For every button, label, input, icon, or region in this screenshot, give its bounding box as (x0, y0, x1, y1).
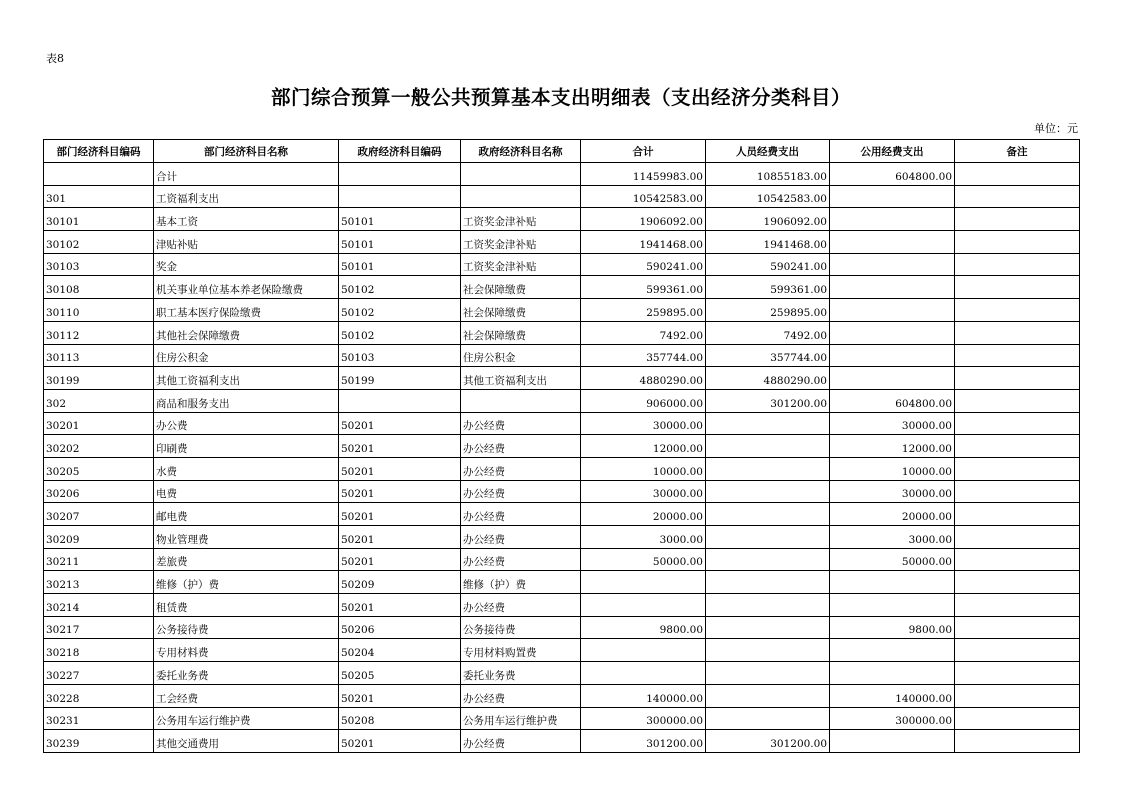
cell-dept-code: 301 (44, 185, 154, 208)
header-row (44, 140, 1080, 163)
cell-note (955, 548, 1080, 571)
cell-dept-code: 30207 (44, 503, 154, 526)
cell-gov-code: 50206 (339, 616, 461, 639)
cell-dept-name: 其他交通费用 (154, 730, 339, 753)
cell-dept-name: 印刷费 (154, 435, 339, 458)
cell-note (955, 707, 1080, 730)
cell-personnel: 301200.00 (706, 730, 830, 753)
cell-dept-code: 30113 (44, 344, 154, 367)
cell-dept-name: 差旅费 (154, 548, 339, 571)
cell-personnel (706, 594, 830, 617)
cell-gov-code: 50209 (339, 571, 461, 594)
cell-dept-name: 公务接待费 (154, 616, 339, 639)
cell-gov-name: 工资奖金津补贴 (461, 231, 581, 254)
cell-dept-name: 委托业务费 (154, 662, 339, 685)
cell-total: 3000.00 (581, 526, 706, 549)
cell-dept-code: 30217 (44, 616, 154, 639)
cell-dept-code: 30199 (44, 367, 154, 390)
cell-note (955, 662, 1080, 685)
cell-public: 300000.00 (830, 707, 955, 730)
cell-gov-code: 50201 (339, 526, 461, 549)
cell-gov-code: 50204 (339, 639, 461, 662)
cell-total: 599361.00 (581, 276, 706, 299)
cell-gov-code: 50201 (339, 684, 461, 707)
header-gov-code: 政府经济科目编码 (339, 140, 461, 163)
table-row (44, 548, 1080, 571)
cell-gov-name: 其他工资福利支出 (461, 367, 581, 390)
cell-total: 590241.00 (581, 253, 706, 276)
cell-gov-name: 社会保障缴费 (461, 276, 581, 299)
cell-gov-code: 50101 (339, 208, 461, 231)
table-row (44, 594, 1080, 617)
cell-gov-name: 工资奖金津补贴 (461, 208, 581, 231)
cell-public: 30000.00 (830, 480, 955, 503)
unit-label: 单位：元 (1034, 122, 1078, 135)
table-row (44, 457, 1080, 480)
cell-dept-name: 基本工资 (154, 208, 339, 231)
cell-public: 12000.00 (830, 435, 955, 458)
cell-gov-name (461, 185, 581, 208)
table-row (44, 503, 1080, 526)
cell-total: 20000.00 (581, 503, 706, 526)
cell-gov-code: 50208 (339, 707, 461, 730)
cell-dept-code: 30102 (44, 231, 154, 254)
cell-total: 357744.00 (581, 344, 706, 367)
table-row (44, 571, 1080, 594)
cell-gov-code: 50201 (339, 412, 461, 435)
cell-dept-code: 30101 (44, 208, 154, 231)
cell-personnel: 1941468.00 (706, 231, 830, 254)
table-row (44, 321, 1080, 344)
cell-gov-code: 50103 (339, 344, 461, 367)
cell-public: 140000.00 (830, 684, 955, 707)
cell-personnel (706, 412, 830, 435)
cell-dept-name: 住房公积金 (154, 344, 339, 367)
table-row (44, 730, 1080, 753)
cell-public: 50000.00 (830, 548, 955, 571)
cell-dept-code: 30209 (44, 526, 154, 549)
cell-dept-code: 30239 (44, 730, 154, 753)
cell-public: 30000.00 (830, 412, 955, 435)
cell-note (955, 185, 1080, 208)
cell-note (955, 412, 1080, 435)
cell-dept-code: 30108 (44, 276, 154, 299)
cell-total: 10000.00 (581, 457, 706, 480)
cell-gov-name: 公务用车运行维护费 (461, 707, 581, 730)
cell-gov-code: 50101 (339, 253, 461, 276)
cell-gov-name: 办公经费 (461, 684, 581, 707)
cell-dept-code: 30110 (44, 299, 154, 322)
cell-gov-code (339, 163, 461, 186)
cell-gov-code (339, 185, 461, 208)
cell-note (955, 526, 1080, 549)
cell-public (830, 730, 955, 753)
table-body (44, 163, 1080, 753)
cell-note (955, 480, 1080, 503)
cell-public (830, 253, 955, 276)
cell-dept-name: 电费 (154, 480, 339, 503)
cell-dept-name: 其他社会保障缴费 (154, 321, 339, 344)
cell-personnel (706, 526, 830, 549)
cell-note (955, 639, 1080, 662)
cell-total: 30000.00 (581, 412, 706, 435)
cell-dept-code: 30231 (44, 707, 154, 730)
cell-dept-code: 30205 (44, 457, 154, 480)
cell-public (830, 639, 955, 662)
cell-public: 604800.00 (830, 163, 955, 186)
cell-dept-code: 30201 (44, 412, 154, 435)
cell-dept-name: 邮电费 (154, 503, 339, 526)
table-row (44, 299, 1080, 322)
cell-personnel (706, 503, 830, 526)
cell-total: 7492.00 (581, 321, 706, 344)
cell-total: 1941468.00 (581, 231, 706, 254)
cell-public: 604800.00 (830, 389, 955, 412)
cell-public (830, 276, 955, 299)
cell-gov-name: 办公经费 (461, 435, 581, 458)
cell-gov-code: 50102 (339, 276, 461, 299)
cell-note (955, 730, 1080, 753)
cell-note (955, 253, 1080, 276)
cell-total: 4880290.00 (581, 367, 706, 390)
cell-gov-code: 50201 (339, 548, 461, 571)
cell-dept-name: 机关事业单位基本养老保险缴费 (154, 276, 339, 299)
cell-public (830, 344, 955, 367)
cell-gov-name: 办公经费 (461, 503, 581, 526)
cell-gov-name: 办公经费 (461, 548, 581, 571)
cell-personnel: 301200.00 (706, 389, 830, 412)
cell-dept-name: 物业管理费 (154, 526, 339, 549)
cell-dept-name: 办公费 (154, 412, 339, 435)
cell-dept-name: 津贴补贴 (154, 231, 339, 254)
cell-total (581, 639, 706, 662)
cell-note (955, 344, 1080, 367)
cell-gov-name: 办公经费 (461, 412, 581, 435)
table-row (44, 367, 1080, 390)
header-dept-code: 部门经济科目编码 (44, 140, 154, 163)
table-row (44, 163, 1080, 186)
cell-note (955, 163, 1080, 186)
cell-gov-code: 50201 (339, 594, 461, 617)
table-row (44, 185, 1080, 208)
cell-gov-name: 办公经费 (461, 594, 581, 617)
cell-dept-name: 公务用车运行维护费 (154, 707, 339, 730)
cell-gov-name: 委托业务费 (461, 662, 581, 685)
cell-dept-name: 专用材料费 (154, 639, 339, 662)
expenditure-detail-table (43, 139, 1080, 753)
cell-total: 301200.00 (581, 730, 706, 753)
cell-public (830, 594, 955, 617)
cell-total: 906000.00 (581, 389, 706, 412)
cell-dept-code: 30227 (44, 662, 154, 685)
cell-dept-name: 水费 (154, 457, 339, 480)
cell-personnel (706, 480, 830, 503)
cell-gov-name: 维修（护）费 (461, 571, 581, 594)
cell-gov-name: 社会保障缴费 (461, 299, 581, 322)
cell-public: 10000.00 (830, 457, 955, 480)
cell-dept-name: 租赁费 (154, 594, 339, 617)
cell-dept-code: 30228 (44, 684, 154, 707)
cell-dept-name: 商品和服务支出 (154, 389, 339, 412)
cell-gov-code: 50102 (339, 299, 461, 322)
cell-note (955, 571, 1080, 594)
cell-personnel: 599361.00 (706, 276, 830, 299)
header-gov-name: 政府经济科目名称 (461, 140, 581, 163)
cell-personnel: 357744.00 (706, 344, 830, 367)
cell-dept-name: 维修（护）费 (154, 571, 339, 594)
cell-gov-name (461, 163, 581, 186)
cell-total: 140000.00 (581, 684, 706, 707)
cell-gov-name (461, 389, 581, 412)
cell-note (955, 435, 1080, 458)
table-row (44, 389, 1080, 412)
cell-total: 11459983.00 (581, 163, 706, 186)
cell-dept-code: 30206 (44, 480, 154, 503)
header-total: 合计 (581, 140, 706, 163)
cell-personnel: 10855183.00 (706, 163, 830, 186)
cell-total: 30000.00 (581, 480, 706, 503)
cell-personnel: 259895.00 (706, 299, 830, 322)
table-row (44, 662, 1080, 685)
cell-personnel: 4880290.00 (706, 367, 830, 390)
table-row (44, 684, 1080, 707)
cell-gov-code: 50101 (339, 231, 461, 254)
cell-dept-code: 30213 (44, 571, 154, 594)
cell-total (581, 571, 706, 594)
page-title: 部门综合预算一般公共预算基本支出明细表（支出经济分类科目） (270, 86, 851, 109)
cell-personnel (706, 707, 830, 730)
cell-gov-code: 50199 (339, 367, 461, 390)
cell-public (830, 367, 955, 390)
cell-note (955, 231, 1080, 254)
cell-note (955, 457, 1080, 480)
cell-gov-name: 工资奖金津补贴 (461, 253, 581, 276)
cell-public (830, 231, 955, 254)
cell-personnel (706, 457, 830, 480)
cell-dept-code (44, 163, 154, 186)
cell-total: 1906092.00 (581, 208, 706, 231)
cell-note (955, 367, 1080, 390)
cell-personnel (706, 616, 830, 639)
cell-personnel (706, 435, 830, 458)
cell-gov-code: 50201 (339, 730, 461, 753)
cell-dept-name: 工会经费 (154, 684, 339, 707)
cell-gov-name: 公务接待费 (461, 616, 581, 639)
cell-public: 3000.00 (830, 526, 955, 549)
cell-dept-code: 30214 (44, 594, 154, 617)
cell-note (955, 594, 1080, 617)
cell-gov-name: 办公经费 (461, 526, 581, 549)
cell-public (830, 321, 955, 344)
cell-total: 300000.00 (581, 707, 706, 730)
cell-total (581, 662, 706, 685)
table-row (44, 639, 1080, 662)
cell-gov-code: 50201 (339, 503, 461, 526)
cell-personnel (706, 639, 830, 662)
cell-gov-name: 专用材料购置费 (461, 639, 581, 662)
cell-total: 12000.00 (581, 435, 706, 458)
cell-public (830, 662, 955, 685)
cell-dept-code: 30218 (44, 639, 154, 662)
cell-public (830, 571, 955, 594)
cell-personnel: 1906092.00 (706, 208, 830, 231)
table-row (44, 344, 1080, 367)
header-dept-name: 部门经济科目名称 (154, 140, 339, 163)
cell-public (830, 299, 955, 322)
table-row (44, 707, 1080, 730)
cell-note (955, 321, 1080, 344)
cell-note (955, 389, 1080, 412)
header-personnel: 人员经费支出 (706, 140, 830, 163)
cell-gov-code: 50201 (339, 435, 461, 458)
cell-total: 259895.00 (581, 299, 706, 322)
table-row (44, 208, 1080, 231)
cell-public (830, 208, 955, 231)
cell-personnel (706, 548, 830, 571)
cell-dept-name: 职工基本医疗保险缴费 (154, 299, 339, 322)
cell-personnel: 10542583.00 (706, 185, 830, 208)
cell-total: 9800.00 (581, 616, 706, 639)
cell-gov-code: 50205 (339, 662, 461, 685)
table-row (44, 616, 1080, 639)
cell-dept-name: 奖金 (154, 253, 339, 276)
cell-dept-code: 30112 (44, 321, 154, 344)
table-row (44, 276, 1080, 299)
cell-total: 50000.00 (581, 548, 706, 571)
table-row (44, 480, 1080, 503)
table-row (44, 435, 1080, 458)
cell-personnel (706, 662, 830, 685)
cell-personnel: 590241.00 (706, 253, 830, 276)
cell-note (955, 616, 1080, 639)
cell-dept-code: 302 (44, 389, 154, 412)
cell-note (955, 208, 1080, 231)
cell-gov-code: 50102 (339, 321, 461, 344)
cell-dept-code: 30211 (44, 548, 154, 571)
cell-note (955, 503, 1080, 526)
cell-gov-code: 50201 (339, 457, 461, 480)
cell-gov-code (339, 389, 461, 412)
cell-gov-name: 社会保障缴费 (461, 321, 581, 344)
cell-public (830, 185, 955, 208)
cell-personnel: 7492.00 (706, 321, 830, 344)
cell-dept-name: 工资福利支出 (154, 185, 339, 208)
cell-dept-name: 合计 (154, 163, 339, 186)
cell-dept-code: 30202 (44, 435, 154, 458)
table-row (44, 526, 1080, 549)
cell-public: 9800.00 (830, 616, 955, 639)
table-row (44, 253, 1080, 276)
cell-total: 10542583.00 (581, 185, 706, 208)
cell-note (955, 684, 1080, 707)
table-row (44, 231, 1080, 254)
cell-gov-code: 50201 (339, 480, 461, 503)
cell-gov-name: 办公经费 (461, 730, 581, 753)
table-number: 表8 (46, 52, 64, 65)
cell-dept-name: 其他工资福利支出 (154, 367, 339, 390)
cell-gov-name: 住房公积金 (461, 344, 581, 367)
header-note: 备注 (955, 140, 1080, 163)
header-public: 公用经费支出 (830, 140, 955, 163)
cell-personnel (706, 571, 830, 594)
cell-gov-name: 办公经费 (461, 480, 581, 503)
cell-personnel (706, 684, 830, 707)
cell-note (955, 299, 1080, 322)
cell-gov-name: 办公经费 (461, 457, 581, 480)
cell-public: 20000.00 (830, 503, 955, 526)
cell-dept-code: 30103 (44, 253, 154, 276)
table-row (44, 412, 1080, 435)
cell-note (955, 276, 1080, 299)
cell-total (581, 594, 706, 617)
